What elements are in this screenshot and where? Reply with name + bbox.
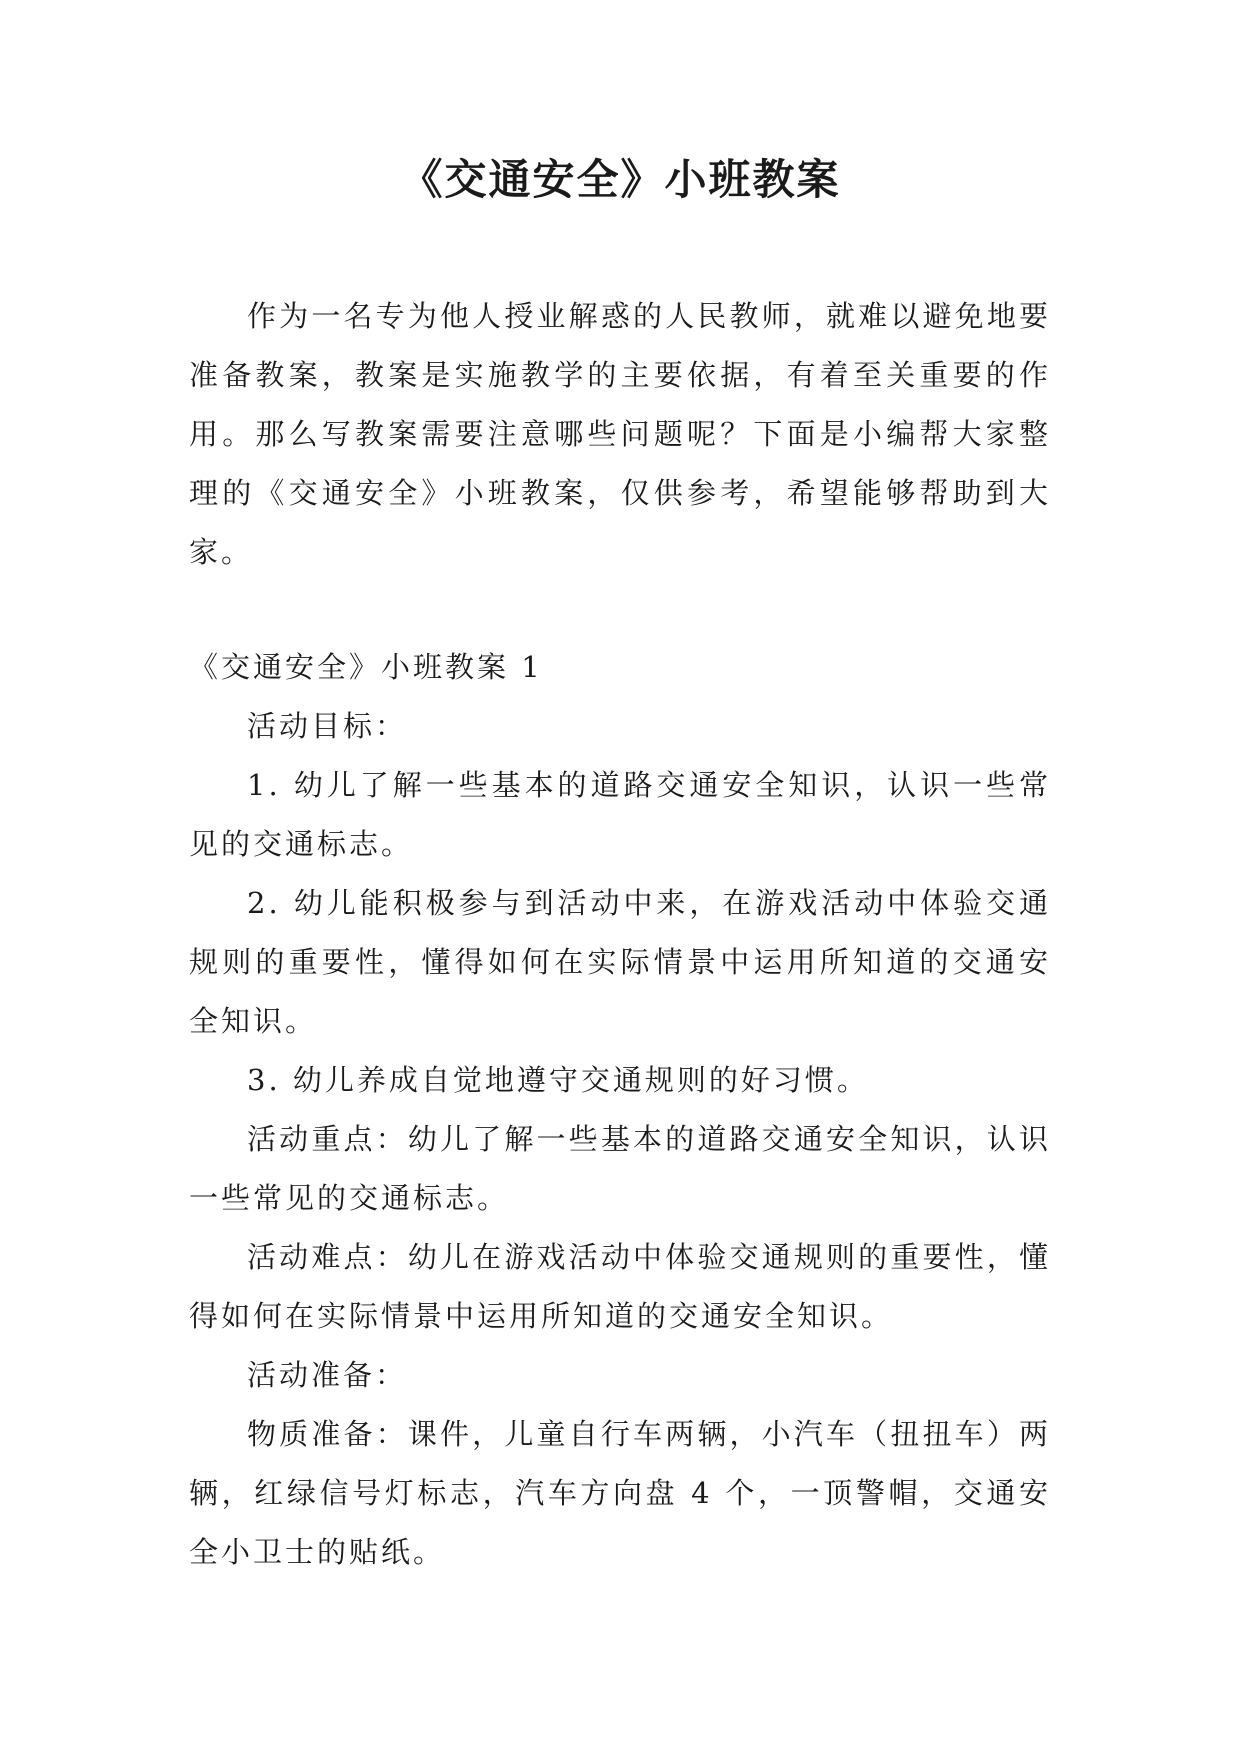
prep-label: 活动准备： (247, 1358, 408, 1392)
difficulty-paragraph: 活动难点：幼儿在游戏活动中体验交通规则的重要性，懂得如何在实际情景中运用所知道的交通安全知识。 (189, 1240, 1051, 1333)
document-title: 《交通安全》小班教案 (400, 155, 841, 204)
goal-item-3: 3. 幼儿养成自觉地遵守交通规则的好习惯。 (247, 1063, 869, 1097)
section-spacer (189, 582, 1051, 638)
material-prep-paragraph: 物质准备：课件，儿童自行车两辆，小汽车（扭扭车）两辆，红绿信号灯标志，汽车方向盘 4 个，一顶警帽，交通安全小卫士的贴纸。 (189, 1417, 1051, 1569)
key-point-paragraph: 活动重点：幼儿了解一些基本的道路交通安全知识，认识一些常见的交通标志。 (189, 1122, 1051, 1215)
goals-label: 活动目标： (247, 709, 408, 743)
document-body (189, 287, 1051, 1582)
goal-item-1: 1. 幼儿了解一些基本的道路交通安全知识，认识一些常见的交通标志。 (189, 768, 1051, 861)
goal-item-2: 2. 幼儿能积极参与到活动中来，在游戏活动中体验交通规则的重要性，懂得如何在实际情景中运用所知道的交通安全知识。 (189, 886, 1051, 1038)
section-heading: 《交通安全》小班教案 1 (189, 650, 543, 684)
intro-paragraph: 作为一名专为他人授业解惑的人民教师，就难以避免地要准备教案，教案是实施教学的主要依据，有着至关重要的作用。那么写教案需要注意哪些问题呢？下面是小编帮大家整理的《交通安全》小班教案，仅供参考，希望能够帮助到大家。 (189, 299, 1051, 569)
